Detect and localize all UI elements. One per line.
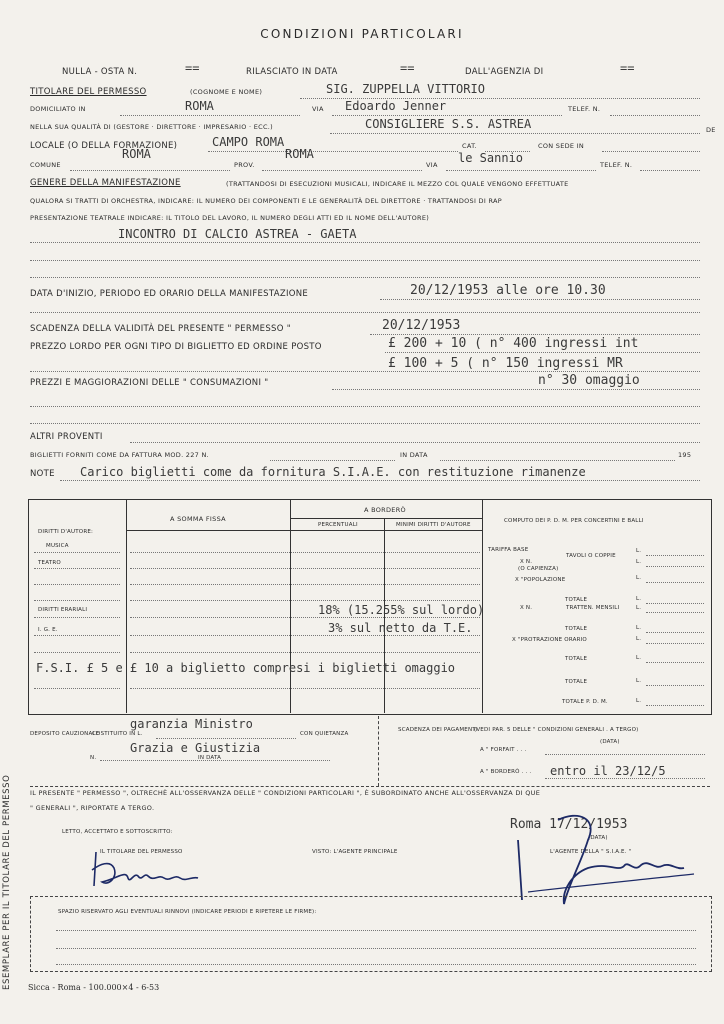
document-title: CONDIZIONI PARTICOLARI bbox=[260, 27, 464, 41]
ige-value: 3% sul netto da T.E. bbox=[328, 621, 473, 635]
telef2-label: TELEF. N. bbox=[600, 161, 633, 169]
biglietti-line bbox=[270, 460, 395, 461]
r-line-8 bbox=[646, 662, 704, 663]
row-line-7a bbox=[34, 652, 120, 653]
clause-line-1: IL PRESENTE " PERMESSO ", OLTRECHÈ ALL'OSSERVANZA DELLE " CONDIZIONI PARTICOLARI ", È SUBORDINATO ANCHE ALL'OSSERVANZA DI QUE bbox=[30, 789, 541, 797]
telef-label: TELEF. N. bbox=[568, 105, 601, 113]
place-date-label: (DATA) bbox=[588, 835, 608, 841]
popolazione-label: X "POPOLAZIONE bbox=[515, 577, 566, 583]
printer-note: Sicca - Roma - 100.000×4 - 6-53 bbox=[28, 983, 160, 992]
l-6: L. bbox=[636, 625, 642, 631]
protrazione-label: X "PROTRAZIONE ORARIO bbox=[512, 637, 587, 643]
via-value: Edoardo Jenner bbox=[345, 99, 447, 113]
minimi-header: MINIMI DIRITTI D'AUTORE bbox=[396, 522, 471, 528]
note-value: Carico biglietti come da fornitura S.I.A.E. con restituzione rimanenze bbox=[80, 465, 586, 479]
deposit-n: N. bbox=[90, 755, 97, 761]
payments-bottom-rule bbox=[30, 786, 710, 787]
bordero-pay-label: A " BORDERÒ . . . bbox=[480, 769, 532, 775]
comune-value: ROMA bbox=[122, 147, 151, 161]
somma-fissa-header: A SOMMA FISSA bbox=[170, 515, 226, 523]
bordero-header: A BORDERÒ bbox=[364, 506, 406, 514]
l-9: L. bbox=[636, 678, 642, 684]
nulla-osta-value: == bbox=[185, 61, 200, 75]
rilasciato-value: == bbox=[400, 61, 415, 75]
bordero-pay-line bbox=[545, 778, 705, 779]
payments-label: SCADENZA DEI PAGAMENTI bbox=[398, 727, 478, 733]
xn-label: X N. bbox=[520, 559, 533, 565]
payments-data: (DATA) bbox=[600, 739, 620, 745]
r-line-9 bbox=[646, 685, 704, 686]
titolare-value: SIG. ZUPPELLA VITTORIO bbox=[326, 82, 485, 96]
holder-signature-graphic bbox=[88, 848, 208, 894]
r-line-5 bbox=[646, 612, 704, 613]
locale-label: LOCALE (O DELLA FORMAZIONE) bbox=[30, 141, 178, 151]
renewal-line-1 bbox=[56, 930, 696, 931]
genere-line-b bbox=[30, 260, 700, 261]
renewal-label: SPAZIO RISERVATO AGLI EVENTUALI RINNOVI (INDICARE PERIODI E RIPETERE LE FIRME): bbox=[58, 909, 317, 915]
qualita-value: CONSIGLIERE S.S. ASTREA bbox=[365, 117, 532, 131]
totale-3: TOTALE bbox=[565, 656, 588, 662]
row-line-1b bbox=[130, 552, 480, 553]
locale-line bbox=[208, 151, 458, 152]
genere-line-a bbox=[30, 242, 700, 243]
qualita-label: NELLA SUA QUALITÀ DI (GESTORE · DIRETTORE · IMPRESARIO · ECC.) bbox=[30, 123, 274, 131]
locale-value: CAMPO ROMA bbox=[212, 135, 285, 149]
agenzia-value: == bbox=[620, 61, 635, 75]
totale-2: TOTALE bbox=[565, 626, 588, 632]
renewal-line-3 bbox=[56, 964, 696, 965]
erariali-value: 18% (15.255% sul lordo) bbox=[318, 603, 485, 617]
prov-label: PROV. bbox=[234, 161, 255, 169]
nulla-osta-label: NULLA - OSTA N. bbox=[62, 67, 138, 77]
table-sub-divider bbox=[290, 518, 482, 519]
via-label: VIA bbox=[312, 105, 324, 113]
domicilio-line bbox=[120, 115, 300, 116]
l-8: L. bbox=[636, 655, 642, 661]
consumazioni-line bbox=[332, 389, 700, 390]
qualita-line bbox=[330, 133, 700, 134]
titolare-hint: (COGNOME E NOME) bbox=[190, 88, 263, 96]
genere-value: INCONTRO DI CALCIO ASTREA - GAETA bbox=[118, 227, 357, 241]
row-line-4b bbox=[130, 600, 480, 601]
rilasciato-label: RILASCIATO IN DATA bbox=[246, 67, 338, 77]
telef-line bbox=[610, 115, 700, 116]
via2-label: VIA bbox=[426, 161, 438, 169]
l-3: L. bbox=[636, 575, 642, 581]
tariffa-base-label: TARIFFA BASE bbox=[488, 547, 529, 553]
prezzo-line1: £ 200 + 10 ( n° 400 ingressi int bbox=[388, 336, 639, 351]
comune-line bbox=[70, 170, 230, 171]
bordero-pay-value: entro il 23/12/5 bbox=[550, 764, 666, 778]
biglietti-data-line bbox=[440, 460, 675, 461]
diritti-erariali-label: DIRITTI ERARIALI bbox=[38, 607, 88, 613]
table-header-divider bbox=[126, 530, 482, 531]
altri-label: ALTRI PROVENTI bbox=[30, 432, 103, 442]
xn-label-2: X N. bbox=[520, 605, 533, 611]
computo-header: COMPUTO DEI P. D. M. PER CONCERTINI E BALLI bbox=[504, 518, 644, 524]
row-line-2b bbox=[130, 568, 480, 569]
note-label: NOTE bbox=[30, 469, 55, 479]
deposit-label: DEPOSITO CAUZIONALE bbox=[30, 731, 100, 737]
note-line bbox=[60, 480, 700, 481]
deposit-value-1: garanzia Ministro bbox=[130, 717, 253, 731]
biglietti-data-label: IN DATA bbox=[400, 451, 428, 459]
prov-value: ROMA bbox=[285, 147, 314, 161]
year-suffix: 195 bbox=[678, 451, 692, 459]
via2-value: le Sannio bbox=[458, 151, 524, 165]
deposit-quietanza: CON QUIETANZA bbox=[300, 731, 349, 737]
teatro-label: TEATRO bbox=[38, 560, 61, 566]
genere-line-c bbox=[30, 277, 700, 278]
row-line-1a bbox=[34, 552, 120, 553]
titolare-label: TITOLARE DEL PERMESSO bbox=[30, 87, 147, 97]
table-col-1 bbox=[126, 500, 127, 713]
cat-label: CAT. bbox=[462, 142, 477, 150]
r-line-4 bbox=[646, 603, 704, 604]
letto-label: LETTO, ACCETTATO E SOTTOSCRITTO: bbox=[62, 829, 173, 835]
table-col-2 bbox=[290, 500, 291, 713]
place-date: Roma 17/12/1953 bbox=[510, 817, 628, 832]
scadenza-value: 20/12/1953 bbox=[382, 318, 461, 333]
agent-signature-graphic bbox=[498, 800, 698, 910]
l-7: L. bbox=[636, 636, 642, 642]
row-line-7b bbox=[130, 652, 480, 653]
inizio-label: DATA D'INIZIO, PERIODO ED ORARIO DELLA MANIFESTAZIONE bbox=[30, 289, 309, 299]
row-line-4a bbox=[34, 600, 120, 601]
consumazioni-line-b bbox=[30, 406, 700, 407]
row-line-3b bbox=[130, 584, 480, 585]
qualita-tail: DE bbox=[706, 126, 716, 134]
domicilio-value: ROMA bbox=[185, 99, 214, 113]
deposit-in-data: IN DATA bbox=[198, 755, 222, 761]
agenzia-label: DALL'AGENZIA DI bbox=[465, 67, 544, 77]
row-line-8a bbox=[34, 688, 120, 689]
l-1: L. bbox=[636, 548, 642, 554]
genere-line3: PRESENTAZIONE TEATRALE INDICARE: IL TITOLO DEL LAVORO, IL NUMERO DEGLI ATTI ED IL NOME DELL'AUTORE) bbox=[30, 214, 430, 222]
omaggio-value: n° 30 omaggio bbox=[538, 373, 640, 388]
genere-line2: QUALORA SI TRATTI DI ORCHESTRA, INDICARE: IL NUMERO DEI COMPONENTI E LE GENERALITÀ DEL DIRETTORE · TRATTANDOSI DI RAP bbox=[30, 197, 502, 205]
ige-label: I. G. E. bbox=[38, 627, 58, 633]
r-line-2 bbox=[646, 566, 704, 567]
via2-line bbox=[446, 170, 596, 171]
fsi-value: F.S.I. £ 5 e £ 10 a biglietto compresi i biglietti omaggio bbox=[36, 661, 456, 675]
forfait-label: A " FORFAIT . . . bbox=[480, 747, 527, 753]
agente-sign-label: L'AGENTE DELLA " S.I.A.E. " bbox=[550, 849, 632, 855]
renewal-box bbox=[30, 896, 712, 972]
genere-line1: (TRATTANDOSI DI ESECUZIONI MUSICALI, INDICARE IL MEZZO COL QUALE VENGONO EFFETTUATE bbox=[226, 180, 569, 188]
deposit-divider bbox=[378, 716, 379, 786]
totale-4: TOTALE bbox=[565, 679, 588, 685]
visto-label: VISTO: L'AGENTE PRINCIPALE bbox=[312, 849, 398, 855]
deposit-line-1 bbox=[156, 738, 296, 739]
tavoli-label: TAVOLI O COPPIE bbox=[566, 553, 616, 559]
totale-1: TOTALE bbox=[565, 597, 588, 603]
forfait-line bbox=[545, 754, 705, 755]
r-line-3 bbox=[646, 582, 704, 583]
row-line-3a bbox=[34, 584, 120, 585]
sede-line bbox=[602, 151, 700, 152]
diritti-autore-label: DIRITTI D'AUTORE: bbox=[38, 529, 94, 535]
row-line-6a bbox=[34, 635, 120, 636]
r-line-10 bbox=[646, 705, 704, 706]
via-line bbox=[332, 115, 562, 116]
row-line-2a bbox=[34, 568, 120, 569]
inizio-line bbox=[380, 299, 700, 300]
l-10: L. bbox=[636, 698, 642, 704]
deposit-value-2: Grazia e Giustizia bbox=[130, 741, 261, 755]
domicilio-label: DOMICILIATO IN bbox=[30, 105, 86, 113]
inizio-value: 20/12/1953 alle ore 10.30 bbox=[410, 283, 606, 298]
biglietti-label: BIGLIETTI FORNITI COME DA FATTURA MOD. 227 N. bbox=[30, 451, 210, 459]
deposit-costituito: COSTITUITO IN L. bbox=[92, 731, 143, 737]
consumazioni-line-c bbox=[30, 423, 700, 424]
payments-hint: (VEDI PAR. 5 DELLE " CONDIZIONI GENERALI . A TERGO) bbox=[474, 727, 639, 733]
row-line-5a bbox=[34, 617, 120, 618]
prezzo-line-b bbox=[30, 371, 700, 372]
totale-pdm-label: TOTALE P. D. M. bbox=[562, 699, 608, 705]
side-label: ESEMPLARE PER IL TITOLARE DEL PERMESSO bbox=[2, 774, 12, 990]
prezzo-line2: £ 100 + 5 ( n° 150 ingressi MR bbox=[388, 356, 623, 371]
musica-label: MUSICA bbox=[46, 543, 69, 549]
row-line-6b bbox=[130, 635, 480, 636]
telef2-line bbox=[640, 170, 700, 171]
sede-label: CON SEDE IN bbox=[538, 142, 585, 150]
prov-line bbox=[262, 170, 422, 171]
altri-line bbox=[130, 442, 700, 443]
scadenza-label: SCADENZA DELLA VALIDITÀ DEL PRESENTE " PERMESSO " bbox=[30, 324, 291, 334]
trattenimenti-label: TRATTEN. MENSILI bbox=[566, 605, 620, 611]
titolare-sign-label: IL TITOLARE DEL PERMESSO bbox=[100, 849, 183, 855]
prezzo-label: PREZZO LORDO PER OGNI TIPO DI BIGLIETTO ED ORDINE POSTO bbox=[30, 342, 322, 352]
l-2: L. bbox=[636, 559, 642, 565]
capienza-label: (O CAPIENZA) bbox=[518, 566, 559, 572]
genere-label: GENERE DELLA MANIFESTAZIONE bbox=[30, 178, 181, 188]
r-line-6 bbox=[646, 632, 704, 633]
renewal-line-2 bbox=[56, 948, 696, 949]
prezzo-line-a bbox=[385, 352, 700, 353]
l-5: L. bbox=[636, 605, 642, 611]
comune-label: COMUNE bbox=[30, 161, 61, 169]
inizio-line-b bbox=[30, 312, 700, 313]
percentuali-header: PERCENTUALI bbox=[318, 522, 358, 528]
row-line-8b bbox=[130, 688, 480, 689]
clause-line-2: " GENERALI ", RIPORTATE A TERGO. bbox=[30, 804, 155, 812]
consumazioni-label: PREZZI E MAGGIORAZIONI DELLE " CONSUMAZIONI " bbox=[30, 378, 269, 388]
l-4: L. bbox=[636, 596, 642, 602]
scadenza-line bbox=[370, 334, 700, 335]
row-line-5b bbox=[130, 617, 480, 618]
r-line-1 bbox=[646, 555, 704, 556]
r-line-7 bbox=[646, 643, 704, 644]
